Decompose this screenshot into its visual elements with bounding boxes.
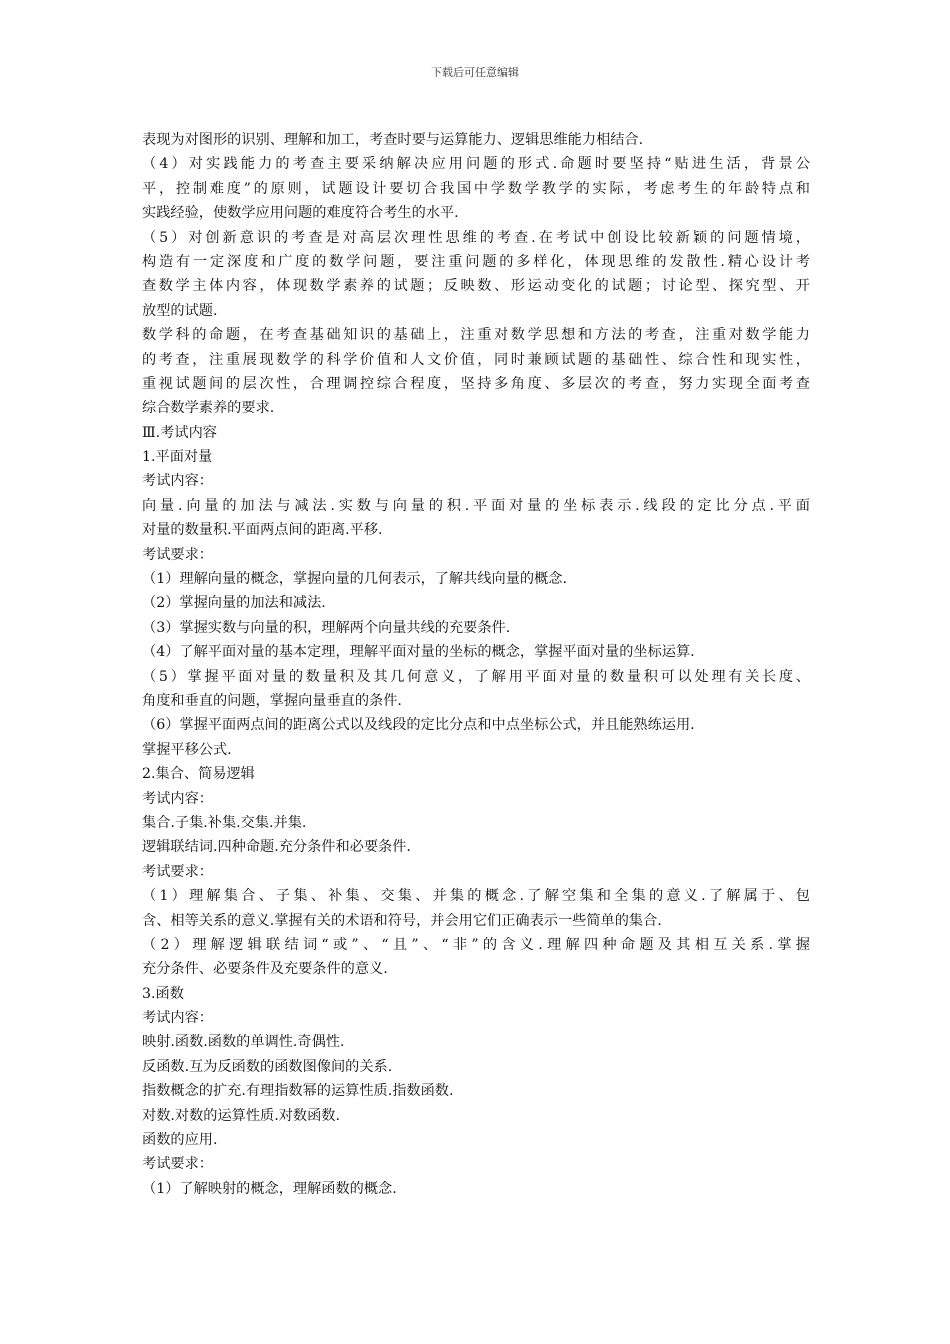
text-line: 充分条件、必要条件及充要条件的意义. — [142, 961, 388, 978]
text-line: 构造有一定深度和广度的数学问题，要注重问题的多样化，体现思维的发散性.精心设计考 — [142, 253, 810, 270]
text-line: 集合.子集.补集.交集.并集. — [142, 814, 307, 831]
text-line: 向量.向量的加法与减法.实数与向量的积.平面对量的坐标表示.线段的定比分点.平面 — [142, 497, 810, 514]
text-line: （1）了解映射的概念，理解函数的概念. — [142, 1180, 397, 1197]
text-line: Ⅲ.考试内容 — [142, 424, 217, 441]
document-body — [142, 128, 810, 1201]
text-line: （2）掌握向量的加法和减法. — [142, 595, 326, 612]
text-line: 1.平面对量 — [142, 449, 213, 466]
text-line: （3）掌握实数与向量的积，理解两个向量共线的充要条件. — [142, 619, 511, 636]
text-line: 角度和垂直的问题，掌握向量垂直的条件. — [142, 692, 402, 709]
text-line: 逻辑联结词.四种命题.充分条件和必要条件. — [142, 839, 411, 856]
text-line: （4）了解平面对量的基本定理，理解平面对量的坐标的概念，掌握平面对量的坐标运算. — [142, 644, 695, 661]
text-line: 数学科的命题，在考查基础知识的基础上，注重对数学思想和方法的考查，注重对数学能力 — [142, 327, 810, 344]
text-line: （1）理解集合、子集、补集、交集、并集的概念.了解空集和全集的意义.了解属于、包 — [142, 888, 810, 905]
text-line: 含、相等关系的意义.掌握有关的术语和符号，并会用它们正确表示一些简单的集合. — [142, 912, 662, 929]
text-line: 表现为对图形的识别、理解和加工，考查时要与运算能力、逻辑思维能力相结合. — [142, 132, 644, 148]
text-line: 考试要求： — [142, 1156, 213, 1173]
text-line: 实践经验，使数学应用问题的难度符合考生的水平. — [142, 205, 459, 222]
text-line: 的考查，注重展现数学的科学价值和人文价值，同时兼顾试题的基础性、综合性和现实性， — [142, 351, 810, 368]
text-line: 对量的数量积.平面两点间的距离.平移. — [142, 522, 383, 539]
text-line: 考试内容： — [142, 473, 213, 490]
text-line: 综合数学素养的要求. — [142, 400, 275, 417]
text-line: 掌握平移公式. — [142, 741, 232, 758]
text-line: 函数的应用. — [142, 1132, 218, 1149]
text-line: （5）掌握平面对量的数量积及其几何意义，了解用平面对量的数量积可以处理有关长度、 — [142, 668, 810, 685]
text-line: 2.集合、简易逻辑 — [142, 766, 255, 783]
text-line: （1）理解向量的概念，掌握向量的几何表示，了解共线向量的概念. — [142, 571, 567, 588]
text-line: 对数.对数的运算性质.对数函数. — [142, 1107, 340, 1124]
text-line: 反函数.互为反函数的函数图像间的关系. — [142, 1058, 393, 1075]
text-line: 查数学主体内容，体现数学素养的试题；反映数、形运动变化的试题；讨论型、探究型、开 — [142, 278, 810, 295]
text-line: 3.函数 — [142, 985, 184, 1002]
text-line: 考试要求： — [142, 863, 213, 880]
text-line: 放型的试题. — [142, 302, 218, 319]
text-line: （5）对创新意识的考查是对高层次理性思维的考查.在考试中创设比较新颖的问题情境， — [142, 229, 810, 246]
text-line: 映射.函数.函数的单调性.奇偶性. — [142, 1034, 345, 1051]
text-line: （2）理解逻辑联结词“或”、“且”、“非”的含义.理解四种命题及其相互关系.掌握 — [142, 936, 810, 953]
text-line: （6）掌握平面两点间的距离公式以及线段的定比分点和中点坐标公式，并且能熟练运用. — [142, 717, 695, 734]
text-line: 考试内容： — [142, 790, 213, 807]
text-line: 平，控制难度”的原则，试题设计要切合我国中学数学教学的实际，考虑考生的年龄特点和 — [142, 180, 810, 197]
page-header: 下载后可任意编辑 — [431, 66, 519, 79]
text-line: 考试内容： — [142, 1010, 213, 1027]
text-line: 重视试题间的层次性，合理调控综合程度，坚持多角度、多层次的考查，努力实现全面考查 — [142, 375, 810, 392]
text-line: 考试要求： — [142, 546, 213, 563]
text-line: 指数概念的扩充.有理指数幂的运算性质.指数函数. — [142, 1083, 454, 1100]
text-line: （4）对实践能力的考查主要采纳解决应用问题的形式.命题时要坚持“贴进生活，背景公 — [142, 156, 810, 173]
